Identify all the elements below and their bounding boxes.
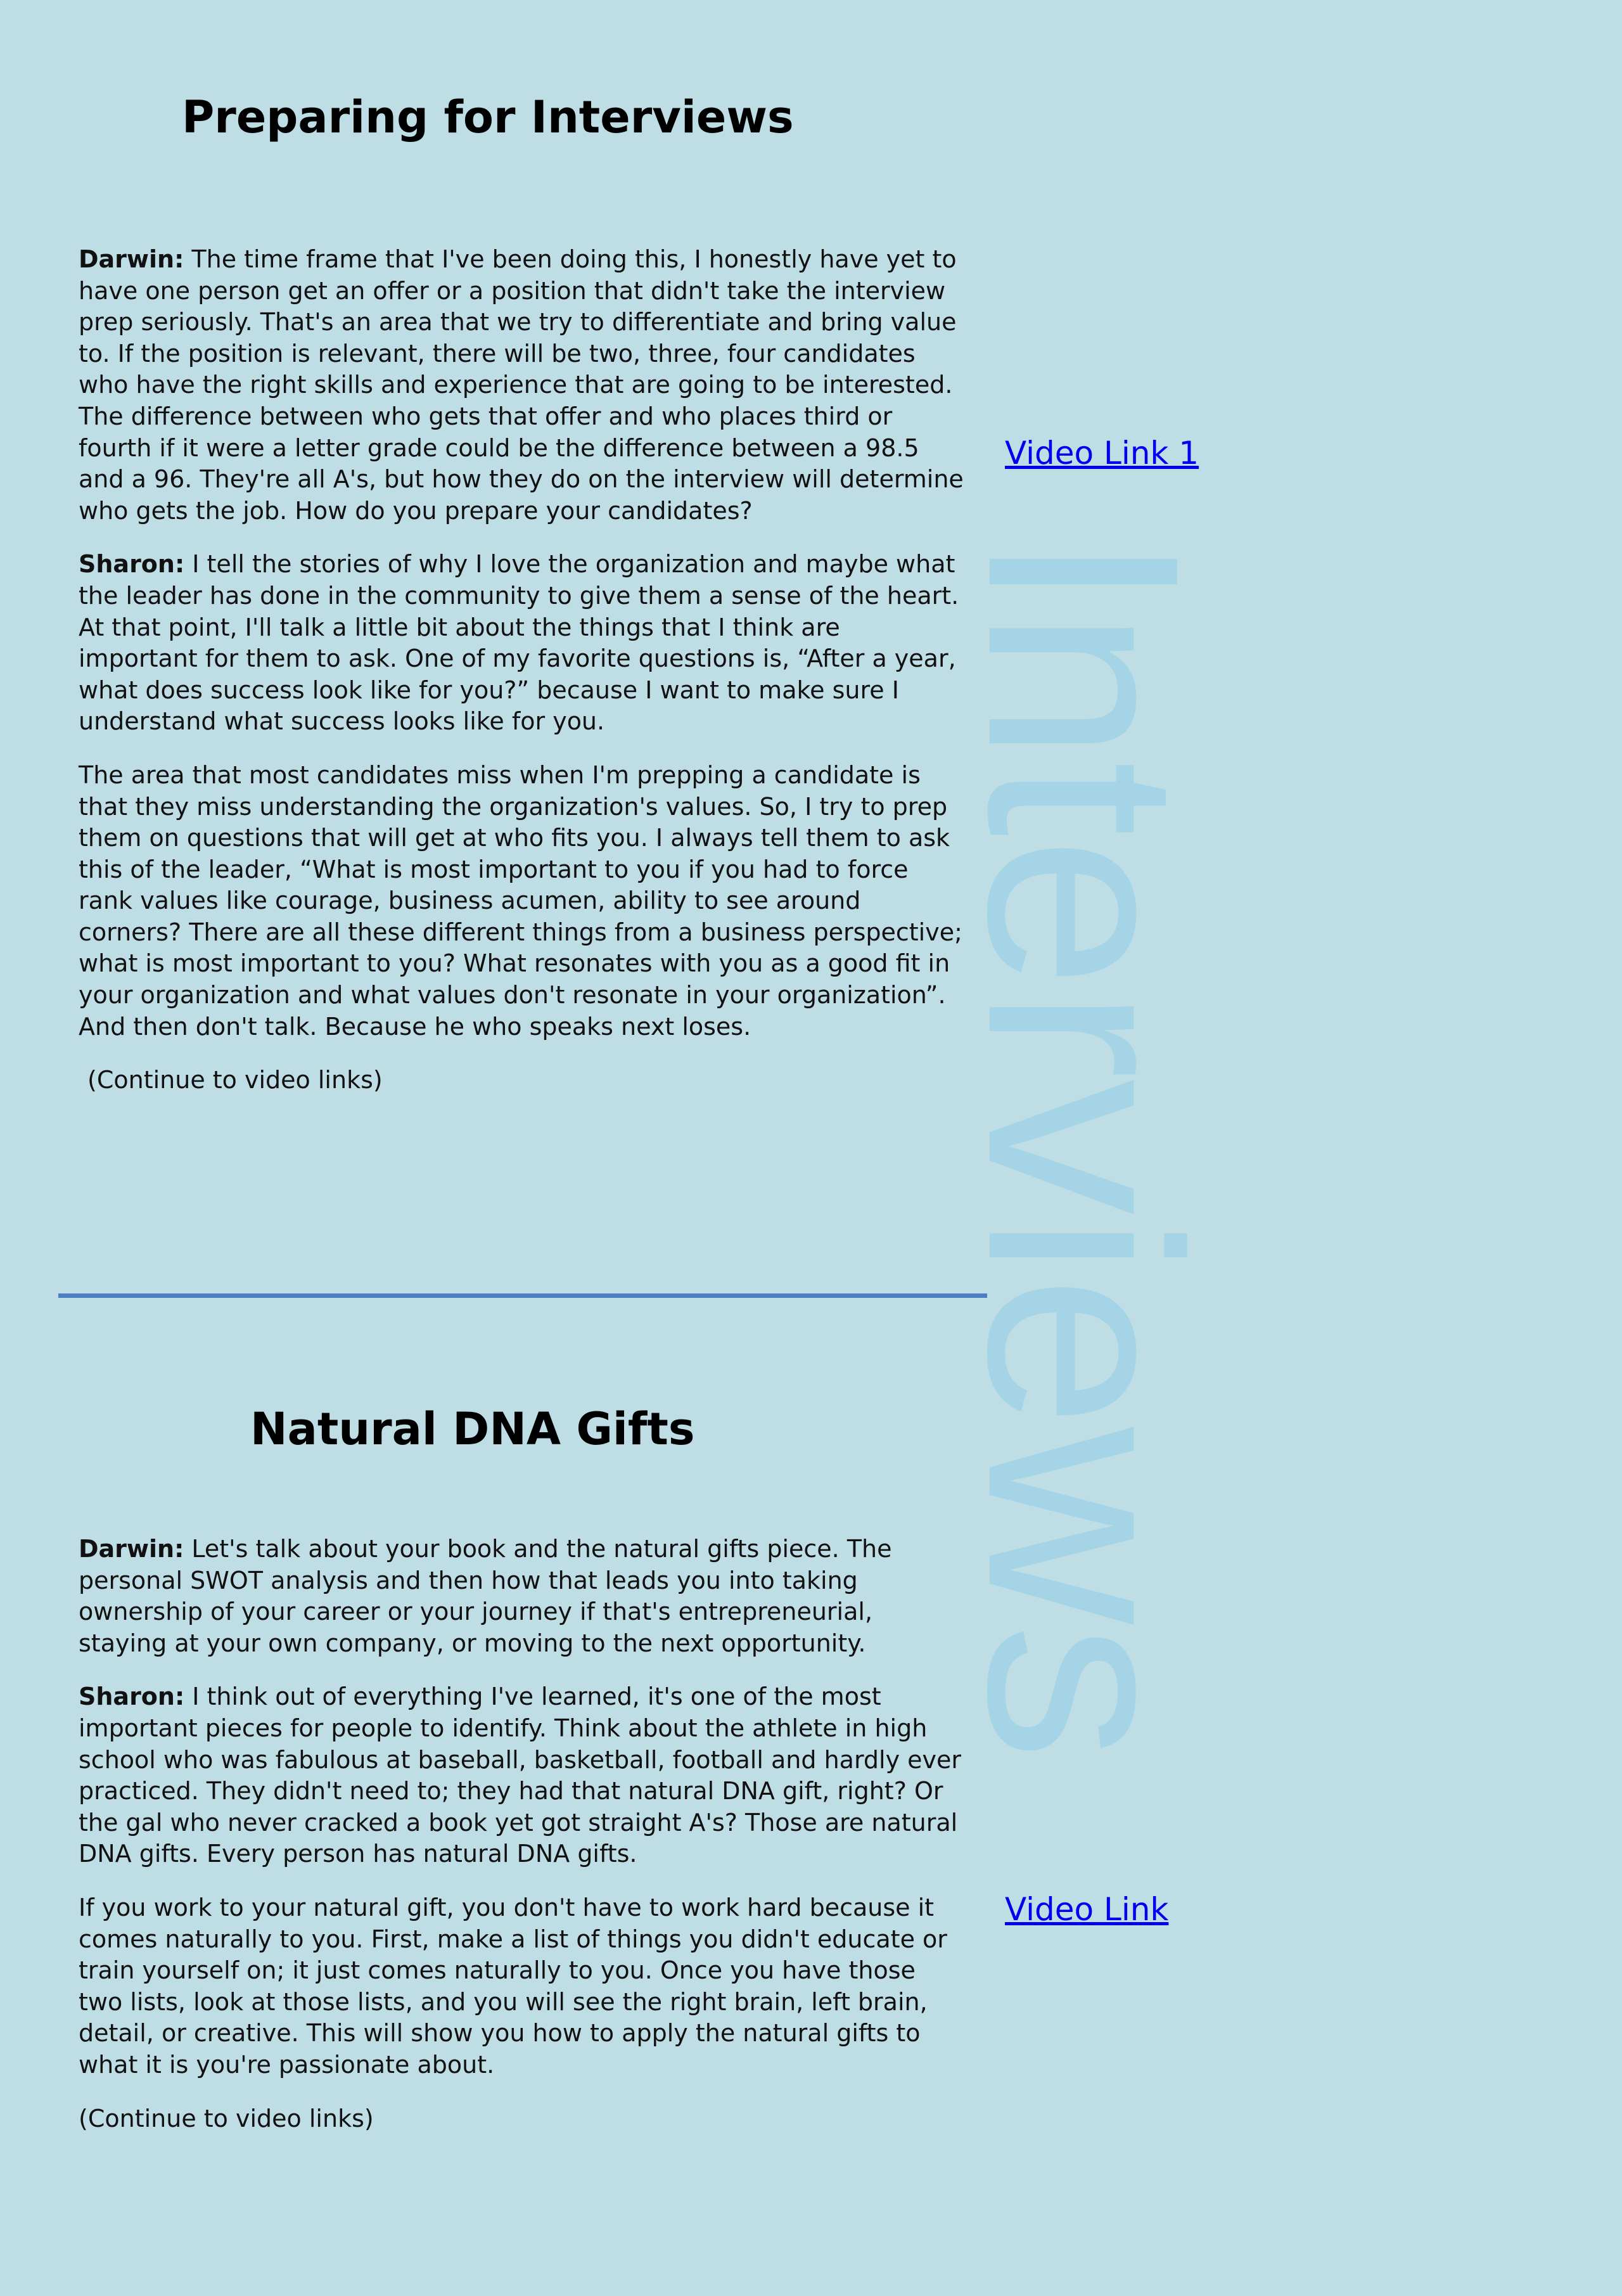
continue-note: (Continue to video links) xyxy=(87,1066,383,1094)
paragraph-sharon-stories xyxy=(79,549,966,738)
watermark-text: Interviews xyxy=(931,534,1236,1760)
paragraph-sharon-dna-gifts xyxy=(79,1681,966,1870)
paragraph-text: Let's talk about your book and the natural gifts piece. The personal SWOT analysis and then how that leads you into taking ownership of your career or your journey if that's entrepreneurial, staying at your own company, or moving to the next opportunity. xyxy=(79,1535,892,1657)
paragraph-text: The area that most candidates miss when I'm prepping a candidate is that they miss understanding the organization's values. So, I try to prep them on questions that will get at who fits you. I always tell them to ask this of the leader, “What is most important to you if you had to force rank values like courage, business acumen, ability to see around corners? There are all these different things from a business perspective; what is most important to you? What resonates with you as a good fit in your organization and what values don't resonate in your organization”. And then don't talk. Because he who speaks next loses. xyxy=(79,760,962,1041)
paragraph-darwin-interview-prep xyxy=(79,244,966,527)
speaker-label: Darwin: xyxy=(79,1535,184,1563)
paragraph-text: I tell the stories of why I love the organization and maybe what the leader has done in the community to give them a sense of the heart. At that point, I'll talk a little bit about the things that I think are important for them to ask. One of my favorite questions is, “After a year, what does success look like for you?” because I want to make sure I understand what success looks like for you. xyxy=(79,550,959,736)
continue-note: (Continue to video links) xyxy=(79,2104,374,2132)
video-link-2[interactable]: Video Link xyxy=(1005,1891,1169,1928)
paragraph-text: The time frame that I've been doing this, I honestly have yet to have one person get an offer or a position that didn't take the interview prep seriously. That's an area that we try to differentiate and bring value to. If the position is relevant, there will be two, three, four candidates who have the right skills and experience that are going to be interested. The difference between who gets that offer and who places third or fourth if it were a letter grade could be the difference between a 98.5 and a 96. They're all A's, but how they do on the interview will determine who gets the job. How do you prepare your candidates? xyxy=(79,245,964,525)
speaker-label: Darwin: xyxy=(79,245,184,273)
video-link-1[interactable]: Video Link 1 xyxy=(1005,435,1199,471)
paragraph-darwin-natural-gifts xyxy=(79,1534,966,1659)
speaker-label: Sharon: xyxy=(79,550,185,579)
speaker-label: Sharon: xyxy=(79,1683,185,1711)
paragraph-text: I think out of everything I've learned, it's one of the most important pieces for people to identify. Think about the athlete in high school who was fabulous at baseball, basketball, football and hardly ever practiced. They didn't need to; they had that natural DNA gift, right? Or the gal who never cracked a book yet got straight A's? Those are natural DNA gifts. Every person has natural DNA gifts. xyxy=(79,1683,962,1868)
section-body-preparing-for-interviews xyxy=(79,244,966,1096)
section-title-preparing-for-interviews: Preparing for Interviews xyxy=(182,91,794,143)
section-title-natural-dna-gifts: Natural DNA Gifts xyxy=(250,1403,695,1455)
section-divider xyxy=(58,1293,987,1298)
section-body-natural-dna-gifts xyxy=(79,1534,966,2134)
paragraph-organization-values xyxy=(79,760,966,1042)
paragraph-work-to-natural-gift xyxy=(79,1892,966,2081)
paragraph-text: If you work to your natural gift, you don't have to work hard because it comes naturally to you. First, make a list of things you didn't educate or train yourself on; it just comes naturally to you. Once you have those two lists, look at those lists, and you will see the right brain, left brain, detail, or creative. This will show you how to apply the natural gifts to what it is you're passionate about. xyxy=(79,1893,947,2079)
